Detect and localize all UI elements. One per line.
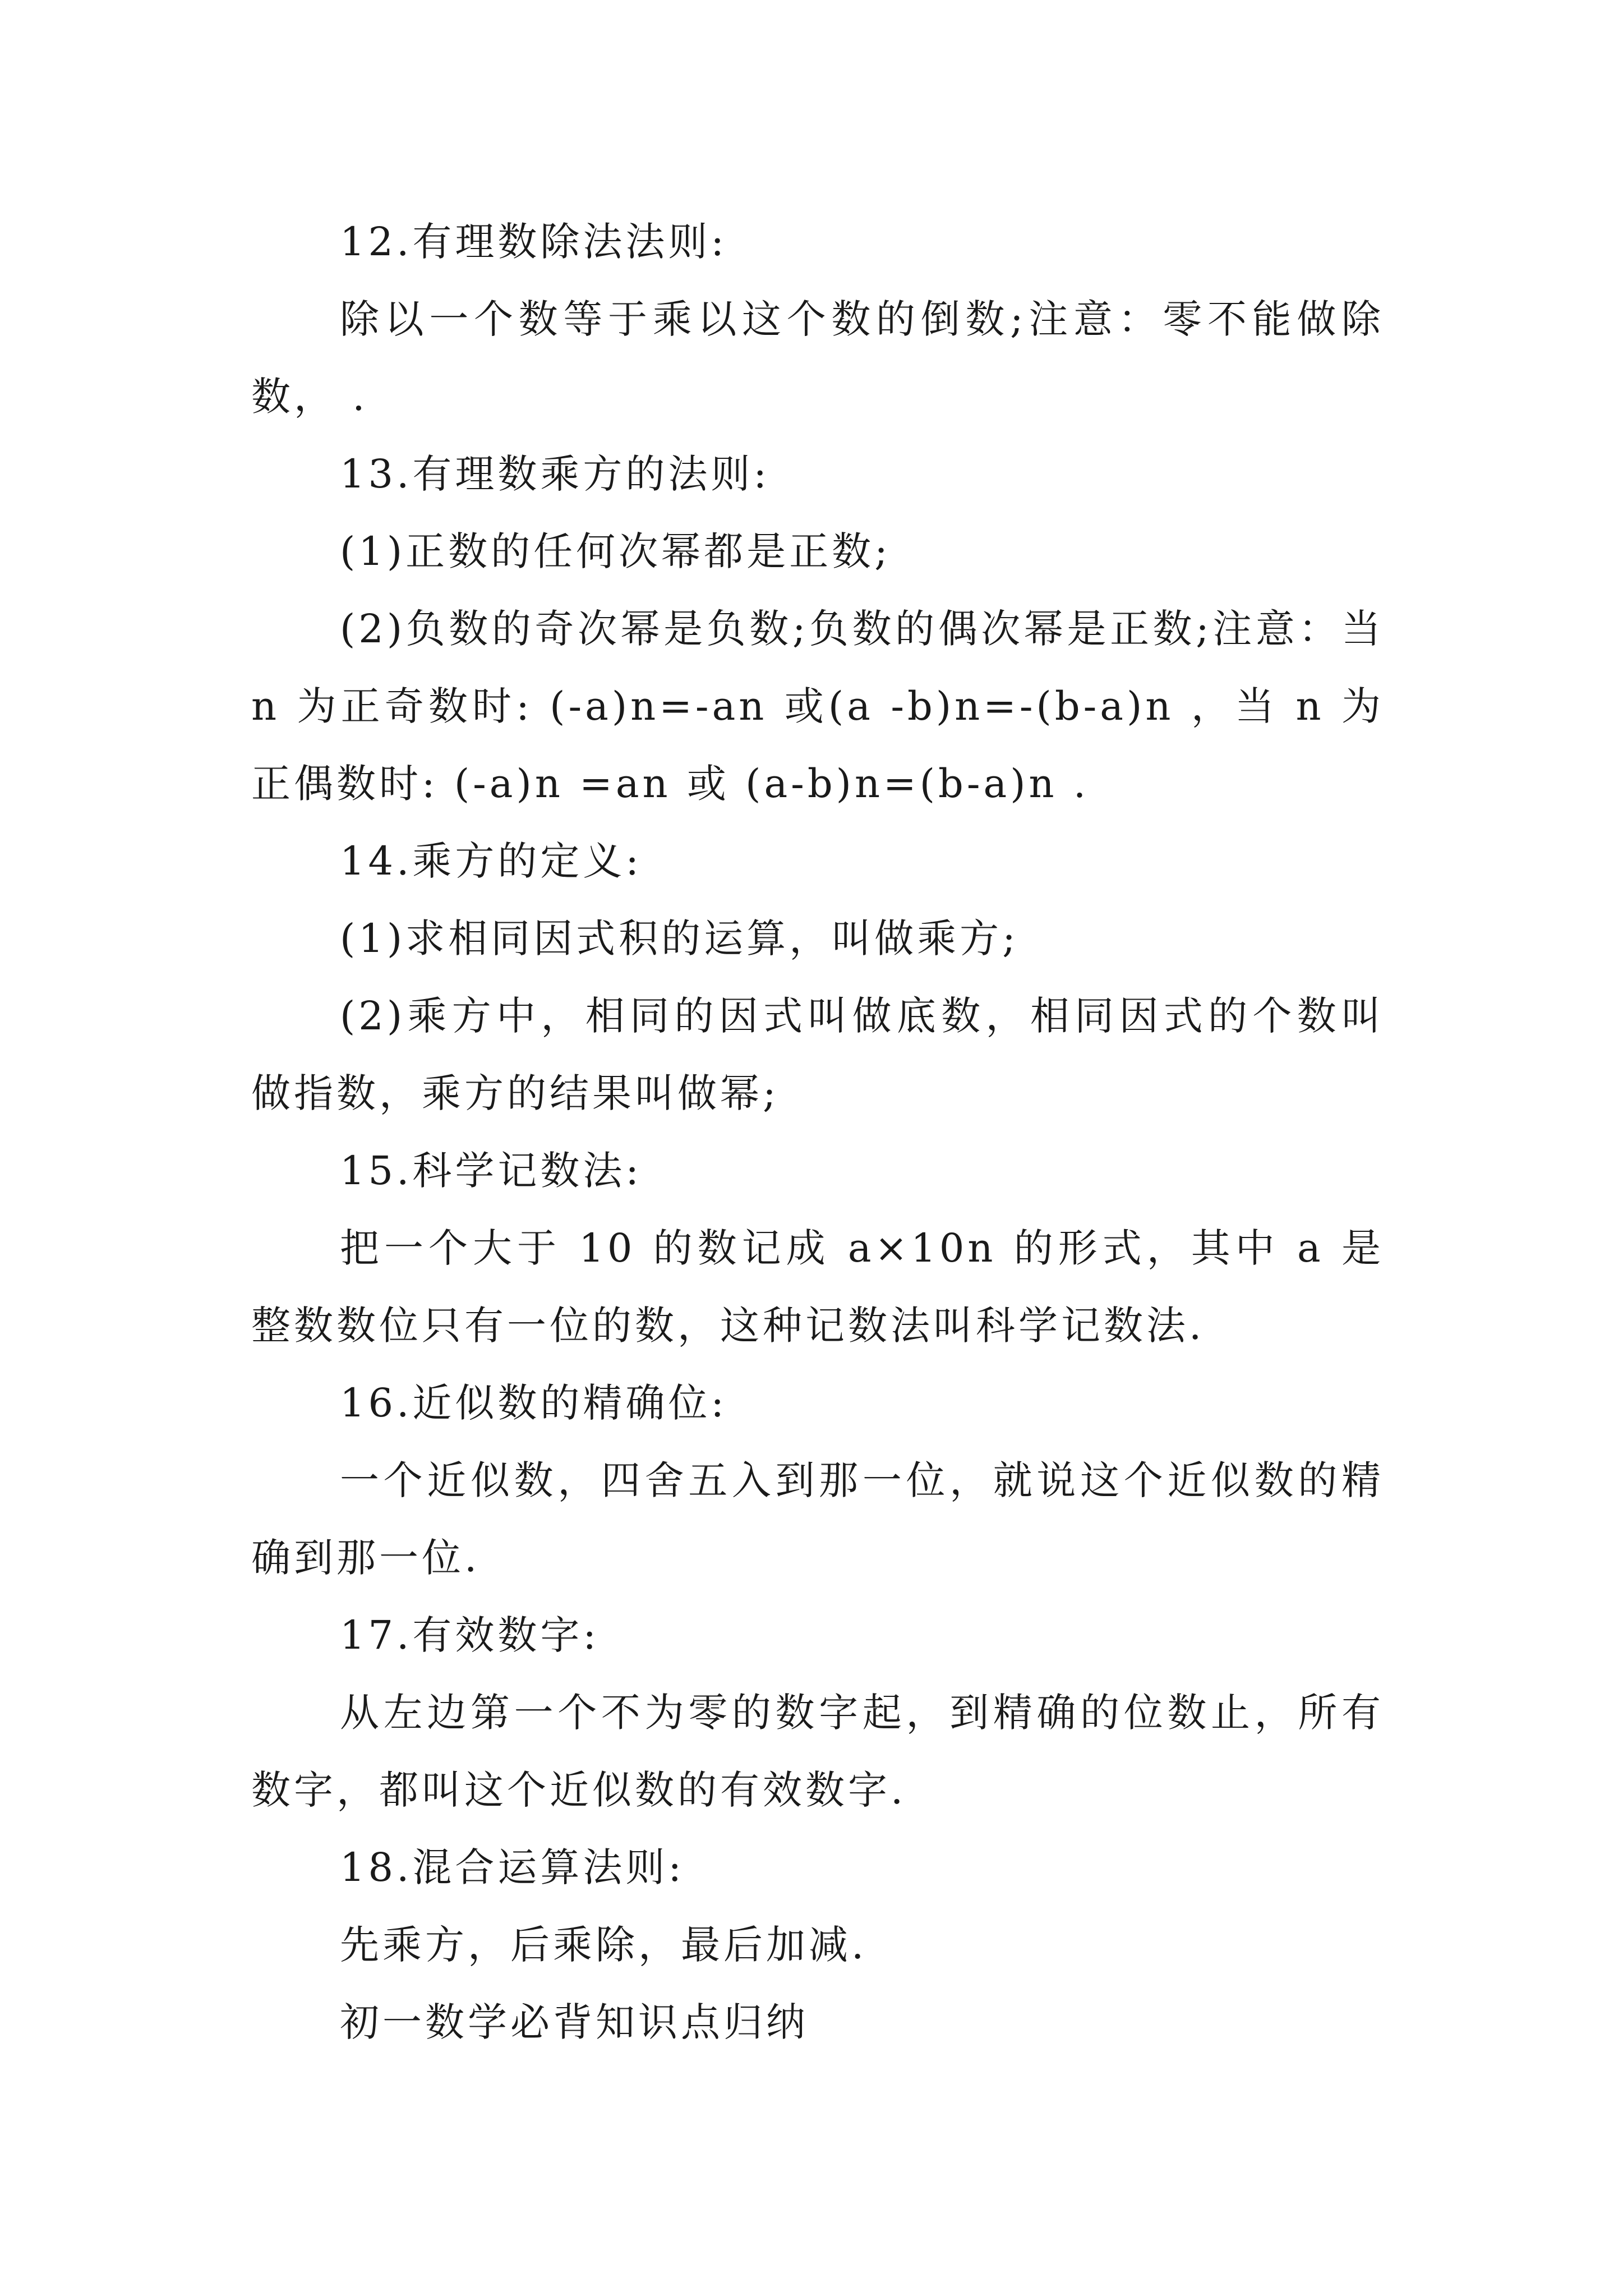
section-heading-scientific-notation: 15.科学记数法: xyxy=(340,1148,642,1194)
paragraph-power-definition-2: (2)乘方中，相同的因式叫做底数，相同因式的个数叫做指数，乘方的结果叫做幂; xyxy=(251,993,1384,1116)
paragraph-mixed-operations: 先乘方，后乘除，最后加减. xyxy=(340,1922,868,1968)
paragraph-approximation: 一个近似数，四舍五入到那一位，就说这个近似数的精确到那一位. xyxy=(251,1457,1384,1581)
section-heading-power-rule: 13.有理数乘方的法则: xyxy=(340,451,770,497)
section-heading-division-rule: 12.有理数除法法则: xyxy=(340,219,727,265)
paragraph-scientific-notation: 把一个大于 10 的数记成 a×10n 的形式，其中 a 是整数数位只有一位的数，这种记数法叫科学记数法. xyxy=(251,1225,1384,1349)
section-heading-mixed-operations: 18.混合运算法则: xyxy=(340,1844,685,1890)
paragraph-power-rule-1: (1)正数的任何次幂都是正数; xyxy=(340,528,891,574)
section-heading-power-definition: 14.乘方的定义: xyxy=(340,838,642,884)
document-body xyxy=(251,203,1384,2061)
section-heading-summary: 初一数学必背知识点归纳 xyxy=(340,1999,809,2045)
paragraph-power-definition-1: (1)求相同因式积的运算，叫做乘方; xyxy=(340,915,1019,961)
paragraph-power-rule-2: (2)负数的奇次幂是负数;负数的偶次幂是正数;注意：当 n 为正奇数时: (-a)n=-an 或(a -b)n=-(b-a)n ，当 n 为正偶数时: (-a)n =an 或 (a-b)n=(b-a)n . xyxy=(251,606,1384,807)
section-heading-significant-digits: 17.有效数字: xyxy=(340,1612,600,1658)
paragraph-division-rule: 除以一个数等于乘以这个数的倒数;注意：零不能做除数， . xyxy=(251,296,1384,420)
section-heading-approximation: 16.近似数的精确位: xyxy=(340,1380,727,1426)
paragraph-significant-digits: 从左边第一个不为零的数字起，到精确的位数止，所有数字，都叫这个近似数的有效数字. xyxy=(251,1690,1384,1813)
